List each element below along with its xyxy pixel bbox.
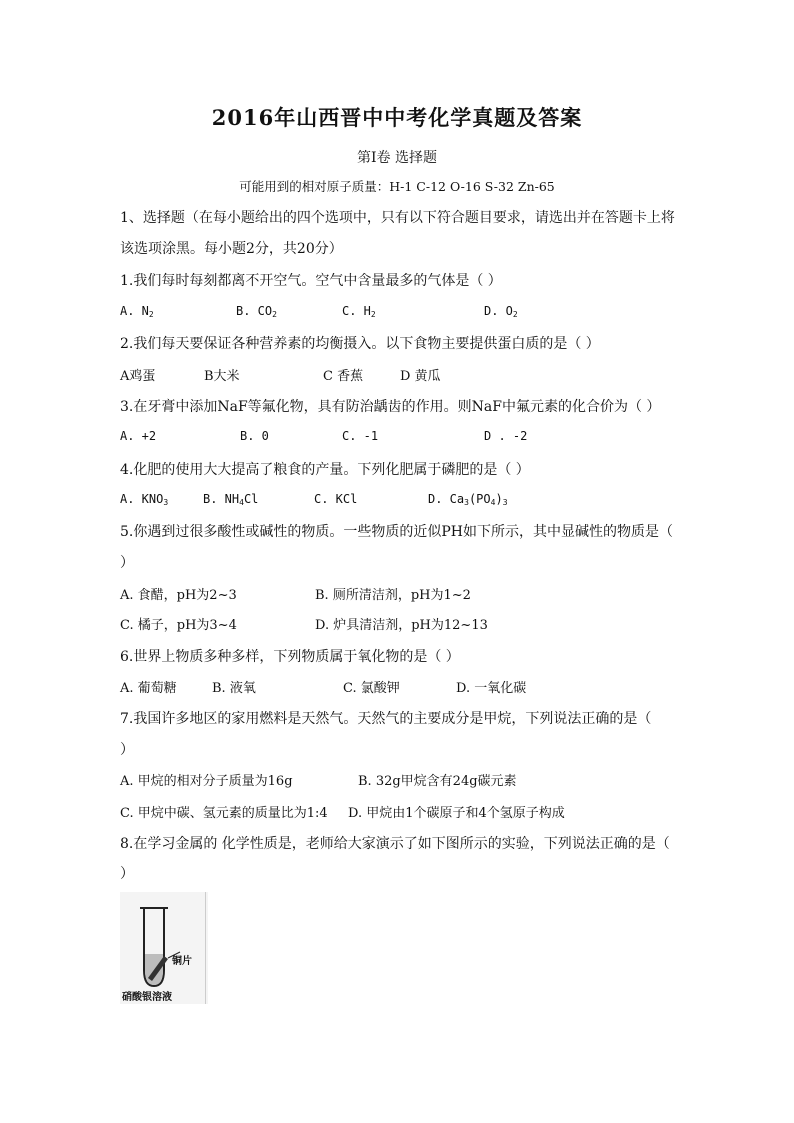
question-1-stem: 1.我们每时每刻都离不开空气。空气中含量最多的气体是（ ）: [120, 273, 502, 289]
question-5-stem: 5.你遇到过很多酸性或碱性的物质。一些物质的近似PH如下所示，其中显碱性的物质是（: [120, 524, 673, 540]
solution-label: 硝酸银溶液: [122, 992, 172, 1003]
q7-option-d: D. 甲烷由1个碳原子和4个氢原子构成: [348, 806, 565, 821]
instructions-line-1: 1、选择题（在每小题给出的四个选项中，只有以下符合题目要求，请选出并在答题卡上将: [120, 210, 675, 226]
question-6-stem: 6.世界上物质多种多样，下列物质属于氧化物的是（ ）: [120, 649, 460, 665]
question-8-stem-cont: ）: [120, 866, 134, 882]
test-tube-figure: [120, 892, 208, 1004]
q7-option-c: C. 甲烷中碳、氢元素的质量比为1:4: [120, 806, 328, 821]
q1-option-d: D. $O_2$: [484, 304, 518, 319]
q2-option-b: B大米: [204, 369, 240, 384]
q6-option-a: A. 葡萄糖: [120, 681, 177, 696]
q3-option-b: B. 0: [240, 429, 269, 443]
q4-option-c: C. KCl: [314, 492, 358, 506]
figure-divider: [205, 892, 206, 1004]
q6-option-b: B. 液氧: [212, 681, 256, 696]
section-title: 第Ⅰ卷 选择题: [357, 150, 437, 166]
q5-option-b: B. 厕所清洁剂，pH为1~2: [315, 588, 471, 603]
page-title: 2016年山西晋中中考化学真题及答案: [211, 105, 583, 130]
q6-option-c: C. 氯酸钾: [343, 681, 400, 696]
q5-option-a: A. 食醋，pH为2~3: [120, 588, 237, 603]
atomic-masses: 可能用到的相对原子质量：H-1 C-12 O-16 S-32 Zn-65: [239, 179, 555, 194]
copper-label: 铜片: [172, 956, 192, 967]
q3-option-d: D . -2: [484, 429, 528, 443]
question-3-stem: 3.在牙膏中添加NaF等氟化物，具有防治龋齿的作用。则NaF中氟元素的化合价为（ ）: [120, 399, 661, 415]
q5-option-c: C. 橘子，pH为3~4: [120, 618, 237, 633]
q4-option-b: B. $NH_4Cl$: [203, 492, 259, 507]
question-5-stem-cont: ）: [120, 555, 134, 571]
q5-option-d: D. 炉具清洁剂，pH为12~13: [315, 618, 488, 633]
q7-option-b: B. 32g甲烷含有24g碳元素: [358, 774, 517, 789]
q4-option-a: A. $KNO_3$: [120, 492, 169, 507]
question-2-stem: 2.我们每天要保证各种营养素的均衡摄入。以下食物主要提供蛋白质的是（ ）: [120, 336, 600, 352]
question-8-stem: 8.在学习金属的 化学性质是，老师给大家演示了如下图所示的实验，下列说法正确的是（: [120, 836, 670, 852]
q4-option-d: D. $Ca_3(PO_4)_3$: [428, 492, 508, 507]
q6-option-d: D. 一氧化碳: [456, 681, 527, 696]
instructions-line-2: 该选项涂黑。每小题2分，共20分）: [120, 241, 343, 257]
question-7-stem-cont: ）: [120, 742, 134, 758]
q1-option-a: A. $N_2$: [120, 304, 154, 319]
q7-option-a: A. 甲烷的相对分子质量为16g: [120, 774, 293, 789]
q1-option-c: C. $H_2$: [342, 304, 376, 319]
q3-option-a: A. +2: [120, 429, 157, 443]
q2-option-a: A鸡蛋: [120, 369, 156, 384]
q3-option-c: C. -1: [342, 429, 379, 443]
question-4-stem: 4.化肥的使用大大提高了粮食的产量。下列化肥属于磷肥的是（ ）: [120, 462, 530, 478]
q1-option-b: B. $CO_2$: [236, 304, 277, 319]
question-7-stem: 7.我国许多地区的家用燃料是天然气。天然气的主要成分是甲烷，下列说法正确的是（: [120, 711, 652, 727]
q2-option-d: D 黄瓜: [400, 369, 441, 384]
q2-option-c: C 香蕉: [323, 369, 364, 384]
